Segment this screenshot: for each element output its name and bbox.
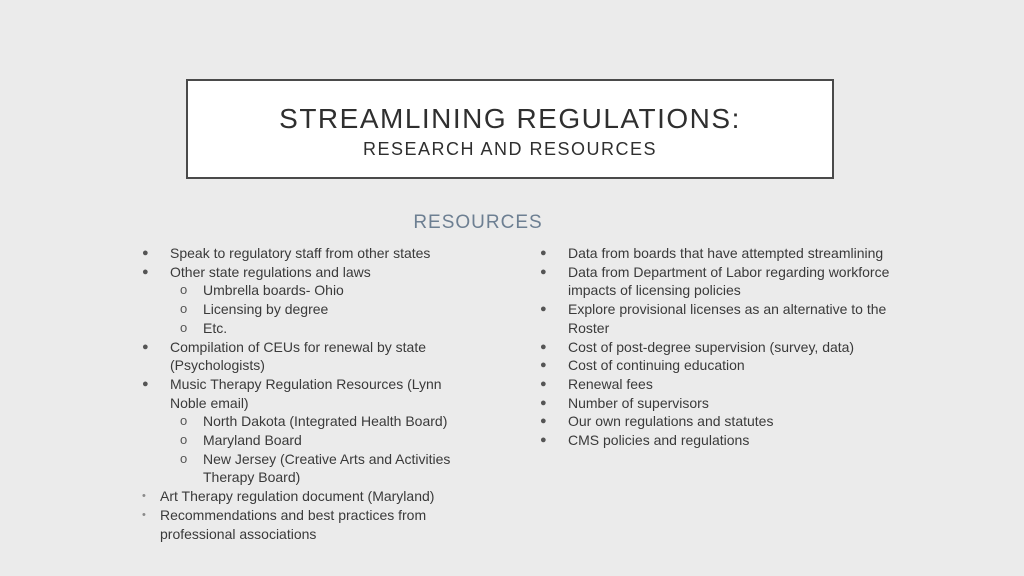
list-item: ● Cost of continuing education	[540, 357, 745, 374]
sub-list-item: o Etc.	[180, 319, 228, 336]
list-item: ● Our own regulations and statutes	[540, 413, 774, 430]
list-item: ● Number of supervisors	[540, 394, 709, 411]
bullet-icon: ●	[540, 303, 547, 316]
bullet-icon: •	[142, 508, 146, 521]
right-column	[538, 244, 918, 450]
list-item: ● Music Therapy Regulation Resources (Lynn Noble email)	[142, 375, 442, 411]
sub-list-item: o Maryland Board	[180, 432, 302, 449]
bullet-icon: ●	[540, 377, 547, 390]
left-column	[140, 244, 480, 543]
list-item: ● Speak to regulatory staff from other states	[142, 245, 431, 261]
sub-list-item: o New Jersey (Creative Arts and Activities Therapy Board)	[180, 450, 451, 486]
title-box	[186, 79, 834, 179]
slide-subtitle: RESEARCH AND RESOURCES	[362, 139, 658, 159]
sub-list-item: o Licensing by degree	[180, 301, 329, 318]
bullet-icon: ●	[540, 396, 547, 409]
list-item: ● Other state regulations and laws	[142, 263, 371, 280]
list-item: ● Data from Department of Labor regarding workforce impacts of licensing policies	[540, 263, 890, 299]
list-item: ● Renewal fees	[540, 375, 653, 392]
list-item: • Art Therapy regulation document (Maryland)	[142, 488, 435, 505]
circle-bullet-icon: o	[180, 432, 188, 448]
bullet-icon: ●	[142, 247, 149, 259]
resources-heading: RESOURCES	[413, 212, 543, 233]
circle-bullet-icon: o	[180, 319, 188, 335]
list-item: ● Explore provisional licenses as an alternative to the Roster	[540, 301, 887, 336]
list-item: • Recommendations and best practices from professional associations	[142, 506, 427, 542]
left-bullet-list	[140, 244, 480, 543]
list-item: ● Cost of post-degree supervision (survey, data)	[540, 338, 855, 355]
circle-bullet-icon: o	[180, 282, 188, 298]
bullet-icon: •	[142, 490, 146, 503]
bullet-icon: ●	[540, 359, 547, 372]
right-bullet-list	[538, 244, 918, 450]
list-item: ● CMS policies and regulations	[540, 432, 750, 449]
sub-list-item: o Umbrella boards- Ohio	[180, 282, 344, 299]
bullet-icon: ●	[142, 265, 149, 278]
circle-bullet-icon: o	[180, 301, 188, 317]
bullet-icon: ●	[540, 247, 547, 259]
circle-bullet-icon: o	[180, 413, 188, 429]
list-item: ● Data from boards that have attempted streamlining	[540, 245, 884, 261]
bullet-icon: ●	[540, 340, 547, 353]
circle-bullet-icon: o	[180, 450, 188, 466]
bullet-icon: ●	[540, 434, 547, 447]
bullet-icon: ●	[142, 377, 149, 390]
sub-list-item: o North Dakota (Integrated Health Board)	[180, 413, 448, 430]
bullet-icon: ●	[540, 415, 547, 428]
list-item: ● Compilation of CEUs for renewal by state (Psychologists)	[142, 338, 426, 374]
bullet-icon: ●	[142, 340, 149, 353]
slide-title: STREAMLINING REGULATIONS:	[279, 103, 741, 134]
bullet-icon: ●	[540, 265, 547, 278]
